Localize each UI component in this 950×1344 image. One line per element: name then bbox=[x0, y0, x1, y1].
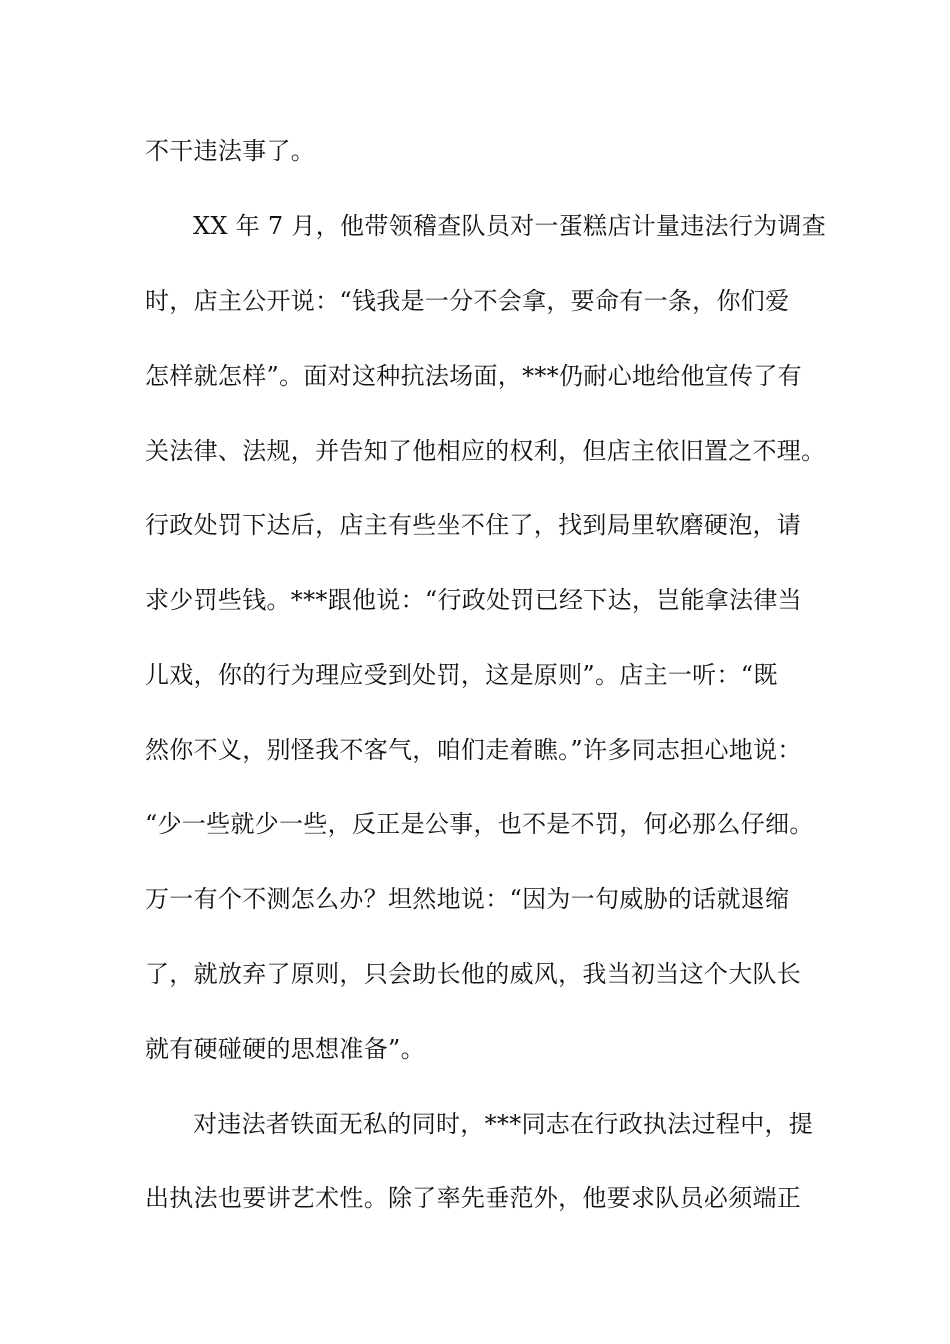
text-line: 求少罚些钱。***跟他说：“行政处罚已经下达，岂能拿法律当 bbox=[145, 586, 802, 614]
text-line: 关法律、法规，并告知了他相应的权利，但店主依旧置之不理。 bbox=[145, 437, 826, 465]
text-line: 怎样就怎样”。面对这种抗法场面，***仍耐心地给他宣传了有 bbox=[145, 362, 802, 390]
text-line: 出执法也要讲艺术性。除了率先垂范外，他要求队员必须端正 bbox=[145, 1184, 802, 1212]
text-line: 万一有个不测怎么办？坦然地说：“因为一句威胁的话就退缩 bbox=[145, 885, 790, 913]
text-line: 就有硬碰硬的思想准备”。 bbox=[145, 1035, 425, 1063]
text-line: 时，店主公开说：“钱我是一分不会拿，要命有一条，你们爱 bbox=[145, 287, 790, 315]
text-line: 了，就放弃了原则，只会助长他的威风，我当初当这个大队长 bbox=[145, 960, 802, 988]
paragraph-first-line: XX 年 7 月，他带领稽查队员对一蛋糕店计量违法行为调查 bbox=[193, 212, 827, 240]
text-line: 行政处罚下达后，店主有些坐不住了，找到局里软磨硬泡，请 bbox=[145, 511, 802, 539]
text-line: 不干违法事了。 bbox=[145, 137, 316, 165]
paragraph-first-line: 对违法者铁面无私的同时，***同志在行政执法过程中，提 bbox=[193, 1110, 814, 1138]
text-line: 儿戏，你的行为理应受到处罚，这是原则”。店主一听：“既 bbox=[145, 661, 778, 689]
text-line: “少一些就少一些，反正是公事，也不是不罚，何必那么仔细。 bbox=[145, 810, 814, 838]
text-line: 然你不义，别怪我不客气，咱们走着瞧。”许多同志担心地说： bbox=[145, 736, 802, 764]
